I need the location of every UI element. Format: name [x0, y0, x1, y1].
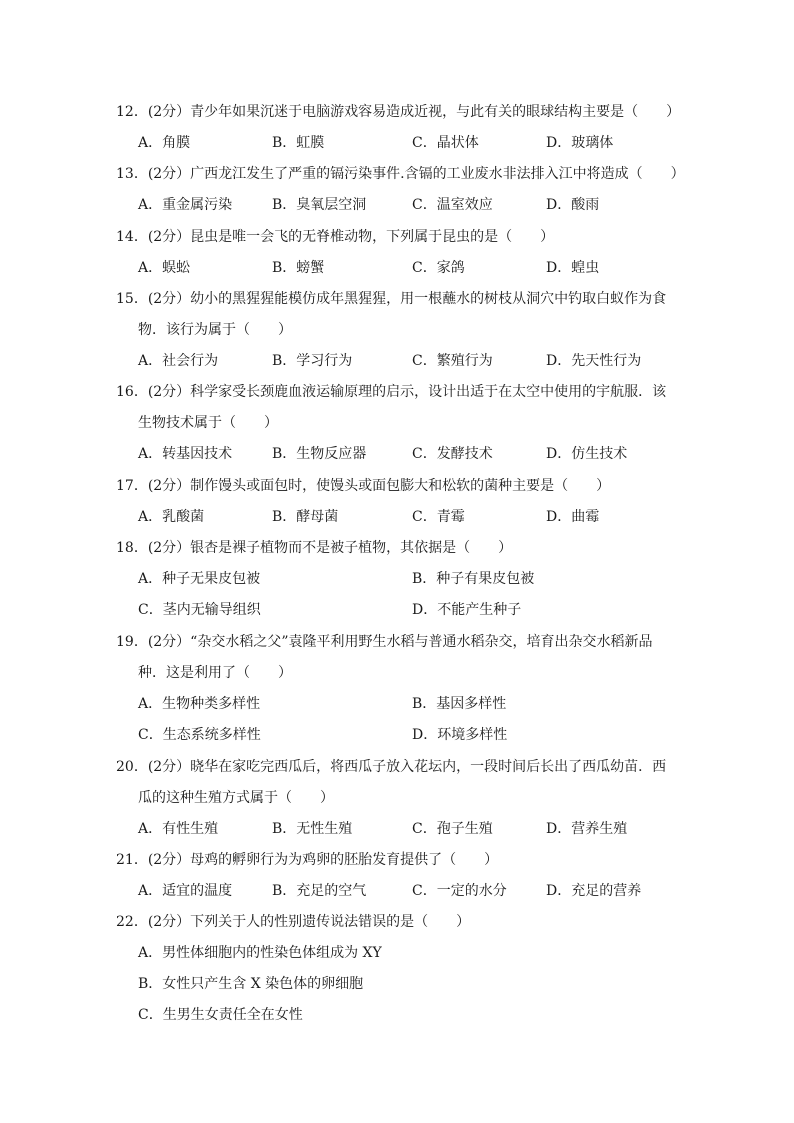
question-15 — [116, 289, 686, 371]
option-b: B．基因多样性 — [412, 696, 507, 712]
option-c: C．一定的水分 — [412, 883, 507, 899]
options-row — [116, 943, 686, 963]
question-stem: 20．(2分）晓华在家吃完西瓜后，将西瓜子放入花坛内，一段时间后长出了西瓜幼苗．西 — [116, 759, 667, 775]
option-a: A．转基因技术 — [138, 446, 233, 462]
question-stem: 13．(2分）广西龙江发生了严重的镉污染事件.含镉的工业废水非法排入江中将造成（ ） — [116, 166, 685, 182]
options-row — [116, 195, 686, 215]
option-c: C．晶状体 — [412, 135, 479, 151]
question-19 — [116, 632, 686, 745]
options-row — [116, 725, 686, 745]
option-c: C．繁殖行为 — [412, 353, 493, 369]
option-c: C．发酵技术 — [412, 446, 493, 462]
option-c: C．生态系统多样性 — [138, 727, 261, 743]
question-stem: 14．(2分）昆虫是唯一会飞的无脊椎动物，下列属于昆虫的是（ ） — [116, 229, 555, 245]
option-d: D．环境多样性 — [412, 727, 508, 743]
option-c: C．青霉 — [412, 509, 465, 525]
option-c: C．家鸽 — [412, 260, 465, 276]
option-d: D．先天性行为 — [546, 353, 642, 369]
options-row — [116, 444, 686, 464]
option-b: B．生物反应器 — [272, 446, 367, 462]
options-row — [116, 569, 686, 589]
option-d: D．营养生殖 — [546, 821, 628, 837]
options-row — [116, 507, 686, 527]
option-b: B．臭氧层空洞 — [272, 197, 367, 213]
option-c: C．温室效应 — [412, 197, 493, 213]
option-d: D．充足的营养 — [546, 883, 642, 899]
option-a: A．重金属污染 — [138, 197, 233, 213]
option-c: C．茎内无输导组织 — [138, 602, 261, 618]
option-b: B．充足的空气 — [272, 883, 367, 899]
option-c: C．孢子生殖 — [412, 821, 493, 837]
question-stem: 17．(2分）制作馒头或面包时，使馒头或面包膨大和松软的菌种主要是（ ） — [116, 478, 611, 494]
question-12 — [116, 102, 686, 153]
option-d: D．曲霉 — [546, 509, 600, 525]
question-stem: 15．(2分）幼小的黑猩猩能模仿成年黑猩猩，用一根蘸水的树枝从洞穴中钓取白蚁作为食 — [116, 291, 667, 307]
question-17 — [116, 476, 686, 527]
question-20 — [116, 757, 686, 839]
options-row — [116, 974, 686, 994]
question-stem-continued: 种．这是利用了（ ） — [138, 665, 292, 681]
option-d: D．不能产生种子 — [412, 602, 522, 618]
option-d: D．仿生技术 — [546, 446, 628, 462]
option-b: B．无性生殖 — [272, 821, 353, 837]
options-row — [116, 1005, 686, 1025]
option-a: A．有性生殖 — [138, 821, 219, 837]
option-d: D．玻璃体 — [546, 135, 614, 151]
question-stem: 19．(2分）“杂交水稻之父”袁隆平利用野生水稻与普通水稻杂交，培育出杂交水稻新品 — [116, 634, 653, 650]
question-13 — [116, 164, 686, 215]
question-stem: 22．(2分）下列关于人的性别遗传说法错误的是（ ） — [116, 914, 471, 930]
option-a: A．乳酸菌 — [138, 509, 205, 525]
options-row — [116, 600, 686, 620]
option-b: B．女性只产生含 X 染色体的卵细胞 — [138, 976, 364, 992]
option-d: D．蝗虫 — [546, 260, 600, 276]
option-b: B．虹膜 — [272, 135, 325, 151]
option-b: B．种子有果皮包被 — [412, 571, 535, 587]
options-row — [116, 819, 686, 839]
option-b: B．螃蟹 — [272, 260, 325, 276]
option-b: B．酵母菌 — [272, 509, 339, 525]
question-stem: 21．(2分）母鸡的孵卵行为为鸡卵的胚胎发育提供了（ ） — [116, 852, 499, 868]
option-a: A．蜈蚣 — [138, 260, 191, 276]
question-stem-continued: 瓜的这种生殖方式属于（ ） — [138, 790, 334, 806]
question-stem: 12．(2分）青少年如果沉迷于电脑游戏容易造成近视，与此有关的眼球结构主要是（ ） — [116, 104, 681, 120]
option-a: A．角膜 — [138, 135, 191, 151]
question-stem: 16．(2分）科学家受长颈鹿血液运输原理的启示，设计出适于在太空中使用的宇航服．该 — [116, 384, 667, 400]
options-row — [116, 881, 686, 901]
question-22 — [116, 912, 686, 1025]
question-stem-continued: 生物技术属于（ ） — [138, 415, 278, 431]
option-a: A．种子无果皮包被 — [138, 571, 261, 587]
options-row — [116, 351, 686, 371]
option-a: A．男性体细胞内的性染色体组成为 XY — [138, 945, 382, 961]
option-c: C．生男生女责任全在女性 — [138, 1007, 303, 1023]
option-a: A．生物种类多样性 — [138, 696, 261, 712]
question-14 — [116, 227, 686, 278]
option-a: A．社会行为 — [138, 353, 219, 369]
option-b: B．学习行为 — [272, 353, 353, 369]
question-21 — [116, 850, 686, 901]
option-a: A．适宜的温度 — [138, 883, 233, 899]
question-stem: 18．(2分）银杏是裸子植物而不是被子植物，其依据是（ ） — [116, 540, 513, 556]
option-d: D．酸雨 — [546, 197, 600, 213]
question-18 — [116, 538, 686, 620]
question-16 — [116, 382, 686, 464]
question-stem-continued: 物．该行为属于（ ） — [138, 322, 292, 338]
options-row — [116, 133, 686, 153]
options-row — [116, 694, 686, 714]
options-row — [116, 258, 686, 278]
